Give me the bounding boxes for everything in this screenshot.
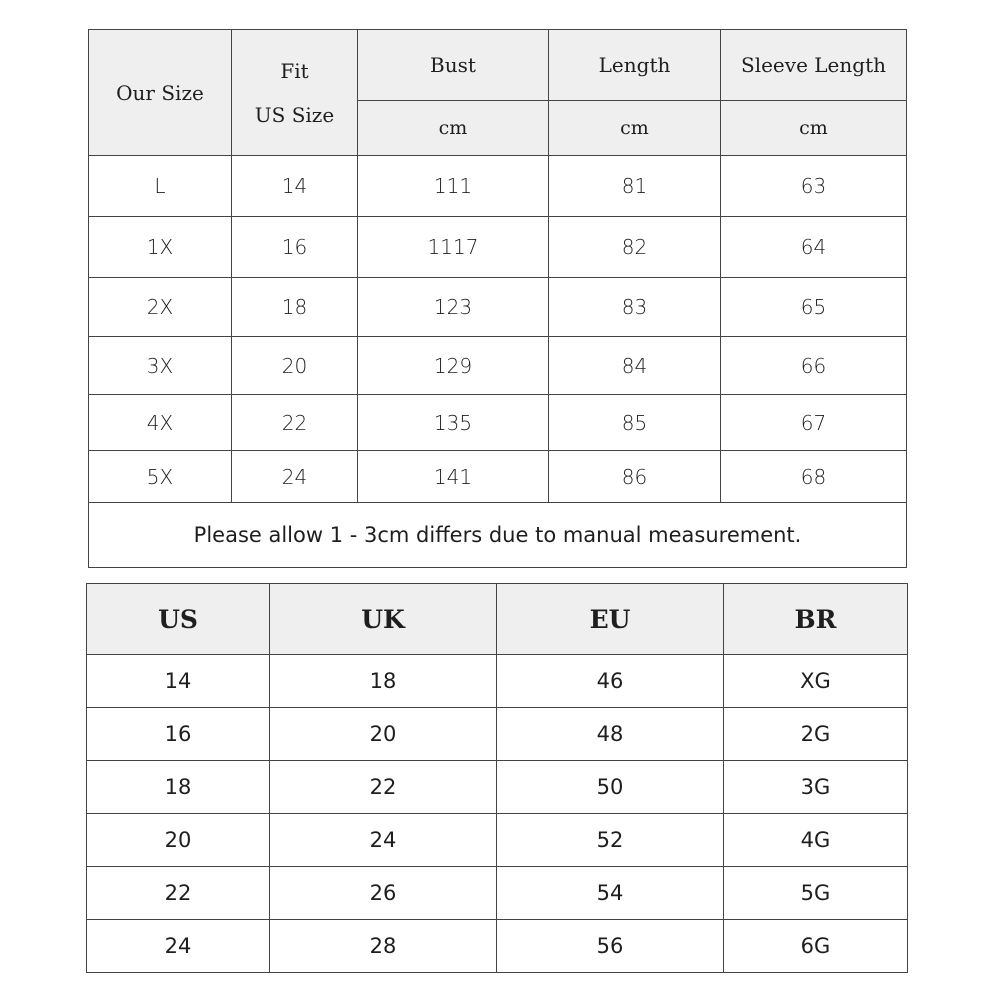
our-size-cell: L [89,156,232,217]
conversion-header-row [87,584,908,655]
length-cell: 83 [549,278,721,337]
header-fit-us-size [232,30,358,156]
br-cell: 3G [724,761,908,814]
br-cell: 6G [724,920,908,973]
br-cell: 2G [724,708,908,761]
us-cell: 16 [87,708,270,761]
length-cell: 85 [549,395,721,451]
header-eu: EU [497,584,724,655]
bust-cell: 111 [358,156,549,217]
eu-cell: 54 [497,867,724,920]
unit-sleeve: cm [721,101,907,156]
table-row [89,156,907,217]
uk-cell: 24 [270,814,497,867]
unit-bust: cm [358,101,549,156]
us-size-cell: 16 [232,217,358,278]
table-row [87,814,908,867]
table-row [87,867,908,920]
our-size-cell: 4X [89,395,232,451]
sleeve-cell: 67 [721,395,907,451]
br-cell: 4G [724,814,908,867]
us-size-cell: 22 [232,395,358,451]
uk-cell: 20 [270,708,497,761]
bust-cell: 135 [358,395,549,451]
bust-cell: 1117 [358,217,549,278]
size-conversion-table [86,583,908,973]
bust-cell: 141 [358,451,549,503]
us-size-cell: 18 [232,278,358,337]
measurement-note: Please allow 1 - 3cm differs due to manual measurement. [89,503,907,568]
length-cell: 86 [549,451,721,503]
eu-cell: 48 [497,708,724,761]
eu-cell: 46 [497,655,724,708]
header-length: Length [549,30,721,101]
eu-cell: 56 [497,920,724,973]
us-size-cell: 24 [232,451,358,503]
bust-cell: 129 [358,337,549,395]
our-size-cell: 3X [89,337,232,395]
size-header-row [89,30,907,101]
us-cell: 22 [87,867,270,920]
sleeve-cell: 64 [721,217,907,278]
our-size-cell: 1X [89,217,232,278]
header-br: BR [724,584,908,655]
us-cell: 24 [87,920,270,973]
length-cell: 81 [549,156,721,217]
br-cell: XG [724,655,908,708]
table-row [89,217,907,278]
eu-cell: 50 [497,761,724,814]
note-row [89,503,907,568]
uk-cell: 22 [270,761,497,814]
sleeve-cell: 63 [721,156,907,217]
table-row [87,761,908,814]
sleeve-cell: 68 [721,451,907,503]
length-cell: 82 [549,217,721,278]
uk-cell: 18 [270,655,497,708]
table-row [89,278,907,337]
header-bust: Bust [358,30,549,101]
size-chart-table [88,29,907,568]
table-row [87,708,908,761]
us-size-cell: 14 [232,156,358,217]
bust-cell: 123 [358,278,549,337]
table-row [87,920,908,973]
header-fit: Fit [280,58,309,83]
header-uk: UK [270,584,497,655]
table-row [89,337,907,395]
our-size-cell: 5X [89,451,232,503]
uk-cell: 28 [270,920,497,973]
our-size-cell: 2X [89,278,232,337]
header-us: US [87,584,270,655]
br-cell: 5G [724,867,908,920]
header-sleeve-length: Sleeve Length [721,30,907,101]
table-row [87,655,908,708]
sleeve-cell: 66 [721,337,907,395]
table-row [89,451,907,503]
us-size-cell: 20 [232,337,358,395]
length-cell: 84 [549,337,721,395]
us-cell: 20 [87,814,270,867]
us-cell: 18 [87,761,270,814]
unit-length: cm [549,101,721,156]
header-us-size: US Size [254,102,335,127]
table-row [89,395,907,451]
uk-cell: 26 [270,867,497,920]
sleeve-cell: 65 [721,278,907,337]
header-our-size: Our Size [89,30,232,156]
eu-cell: 52 [497,814,724,867]
us-cell: 14 [87,655,270,708]
